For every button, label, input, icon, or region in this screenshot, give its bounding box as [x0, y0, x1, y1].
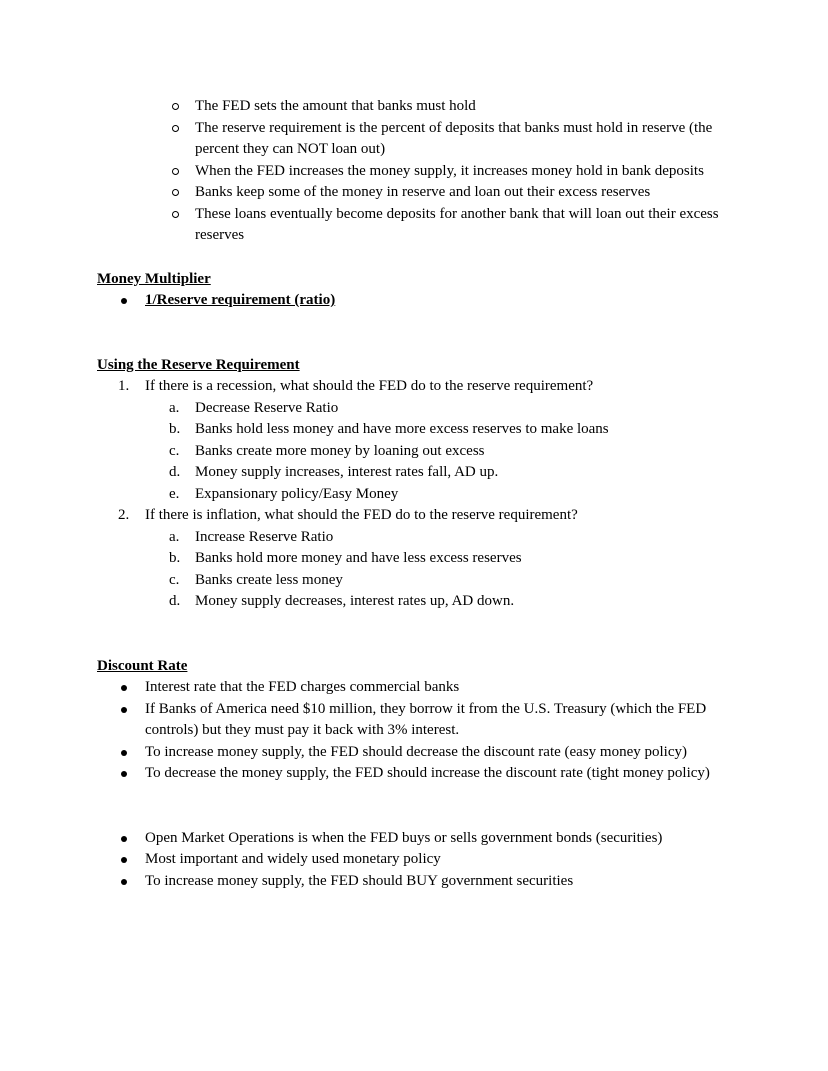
item-letter: b.	[169, 421, 181, 437]
sub-item	[0, 591, 730, 613]
item-letter: c.	[169, 571, 180, 588]
list-item-text: To decrease the money supply, the FED should increase the discount rate (tight money policy)	[145, 765, 710, 781]
list-item	[0, 763, 730, 785]
ordered-item	[0, 505, 730, 527]
item-text: Banks create more money by loaning out excess	[195, 442, 485, 459]
item-text: Banks hold more money and have less excess reserves	[195, 550, 522, 566]
bullet-list	[0, 677, 730, 785]
item-text: Increase Reserve Ratio	[195, 528, 334, 545]
item-letter: e.	[169, 485, 180, 502]
item-text: Money supply decreases, interest rates up, AD down.	[195, 593, 515, 609]
list-item	[0, 871, 730, 893]
list-item	[0, 699, 730, 742]
ordered-item	[0, 376, 730, 398]
list-item-text: When the FED increases the money supply, it increases money hold in bank deposits	[195, 162, 704, 179]
list-item-text: Banks keep some of the money in reserve and loan out their excess reserves	[195, 184, 651, 200]
sub-item	[0, 419, 730, 441]
section-heading	[97, 269, 730, 291]
list-item	[0, 290, 730, 312]
list-item	[0, 742, 730, 764]
sub-item	[0, 548, 730, 570]
bullet-list	[0, 290, 730, 312]
list-item-text: 1/Reserve requirement (ratio)	[145, 292, 336, 308]
heading-title: Discount Rate	[97, 657, 188, 674]
disc-bullet-icon	[121, 849, 145, 871]
item-text: Money supply increases, interest rates fall, AD up.	[195, 464, 499, 480]
list-item-text: Open Market Operations is when the FED buys or sells government bonds (securities)	[145, 829, 663, 846]
list-item	[0, 161, 730, 183]
item-letter: a.	[169, 399, 180, 416]
item-letter: d.	[169, 464, 181, 480]
section-heading	[97, 355, 730, 377]
list-item	[0, 828, 730, 850]
disc-bullet-icon	[121, 699, 145, 742]
disc-bullet-icon	[121, 677, 145, 699]
sub-item	[0, 484, 730, 506]
sub-item	[0, 570, 730, 592]
circle-bullet-icon	[172, 161, 195, 183]
disc-bullet-icon	[121, 742, 145, 764]
bullet-list	[0, 96, 730, 247]
list-item	[0, 118, 730, 161]
list-item	[0, 677, 730, 699]
list-item-text: To increase money supply, the FED should decrease the discount rate (easy money policy)	[145, 743, 687, 760]
list-item	[0, 182, 730, 204]
list-item	[0, 96, 730, 118]
item-text: If there is inflation, what should the FED do to the reserve requirement?	[145, 507, 578, 523]
item-text: If there is a recession, what should the FED do to the reserve requirement?	[145, 378, 594, 394]
disc-bullet-icon	[121, 763, 145, 785]
item-letter: d.	[169, 593, 181, 609]
disc-bullet-icon	[121, 828, 145, 850]
item-text: Expansionary policy/Easy Money	[195, 485, 399, 502]
item-number: 2.	[118, 507, 130, 523]
sub-item	[0, 398, 730, 420]
circle-bullet-icon	[172, 96, 195, 118]
item-text: Banks create less money	[195, 571, 343, 588]
item-text: Decrease Reserve Ratio	[195, 399, 339, 416]
sub-item	[0, 441, 730, 463]
item-letter: a.	[169, 528, 180, 545]
circle-bullet-icon	[172, 204, 195, 247]
list-item-text: Interest rate that the FED charges commercial banks	[145, 679, 460, 695]
item-text: Banks hold less money and have more excess reserves to make loans	[195, 421, 609, 437]
list-item-text: The FED sets the amount that banks must hold	[195, 98, 476, 114]
sub-item	[0, 462, 730, 484]
list-item-text: These loans eventually become deposits for another bank that will loan out their excess reserves	[195, 205, 719, 243]
item-letter: b.	[169, 550, 181, 566]
sub-item	[0, 527, 730, 549]
ordered-list	[0, 376, 730, 613]
list-item-text: If Banks of America need $10 million, they borrow it from the U.S. Treasury (which the FED controls) but they must pay it back with 3% interest.	[145, 700, 707, 738]
circle-bullet-icon	[172, 118, 195, 161]
bullet-list	[0, 828, 730, 893]
item-letter: c.	[169, 442, 180, 459]
disc-bullet-icon	[121, 290, 145, 312]
list-item	[0, 204, 730, 247]
disc-bullet-icon	[121, 871, 145, 893]
section-heading	[97, 656, 730, 678]
item-number: 1.	[118, 378, 130, 394]
list-item-text: To increase money supply, the FED should BUY government securities	[145, 872, 574, 889]
circle-bullet-icon	[172, 182, 195, 204]
heading-title: Money Multiplier	[97, 270, 211, 287]
list-item-text: The reserve requirement is the percent of deposits that banks must hold in reserve (the percent they can NOT loan out)	[195, 119, 713, 157]
list-item	[0, 849, 730, 871]
list-item-text: Most important and widely used monetary policy	[145, 851, 441, 867]
heading-title: Using the Reserve Requirement	[97, 356, 300, 373]
